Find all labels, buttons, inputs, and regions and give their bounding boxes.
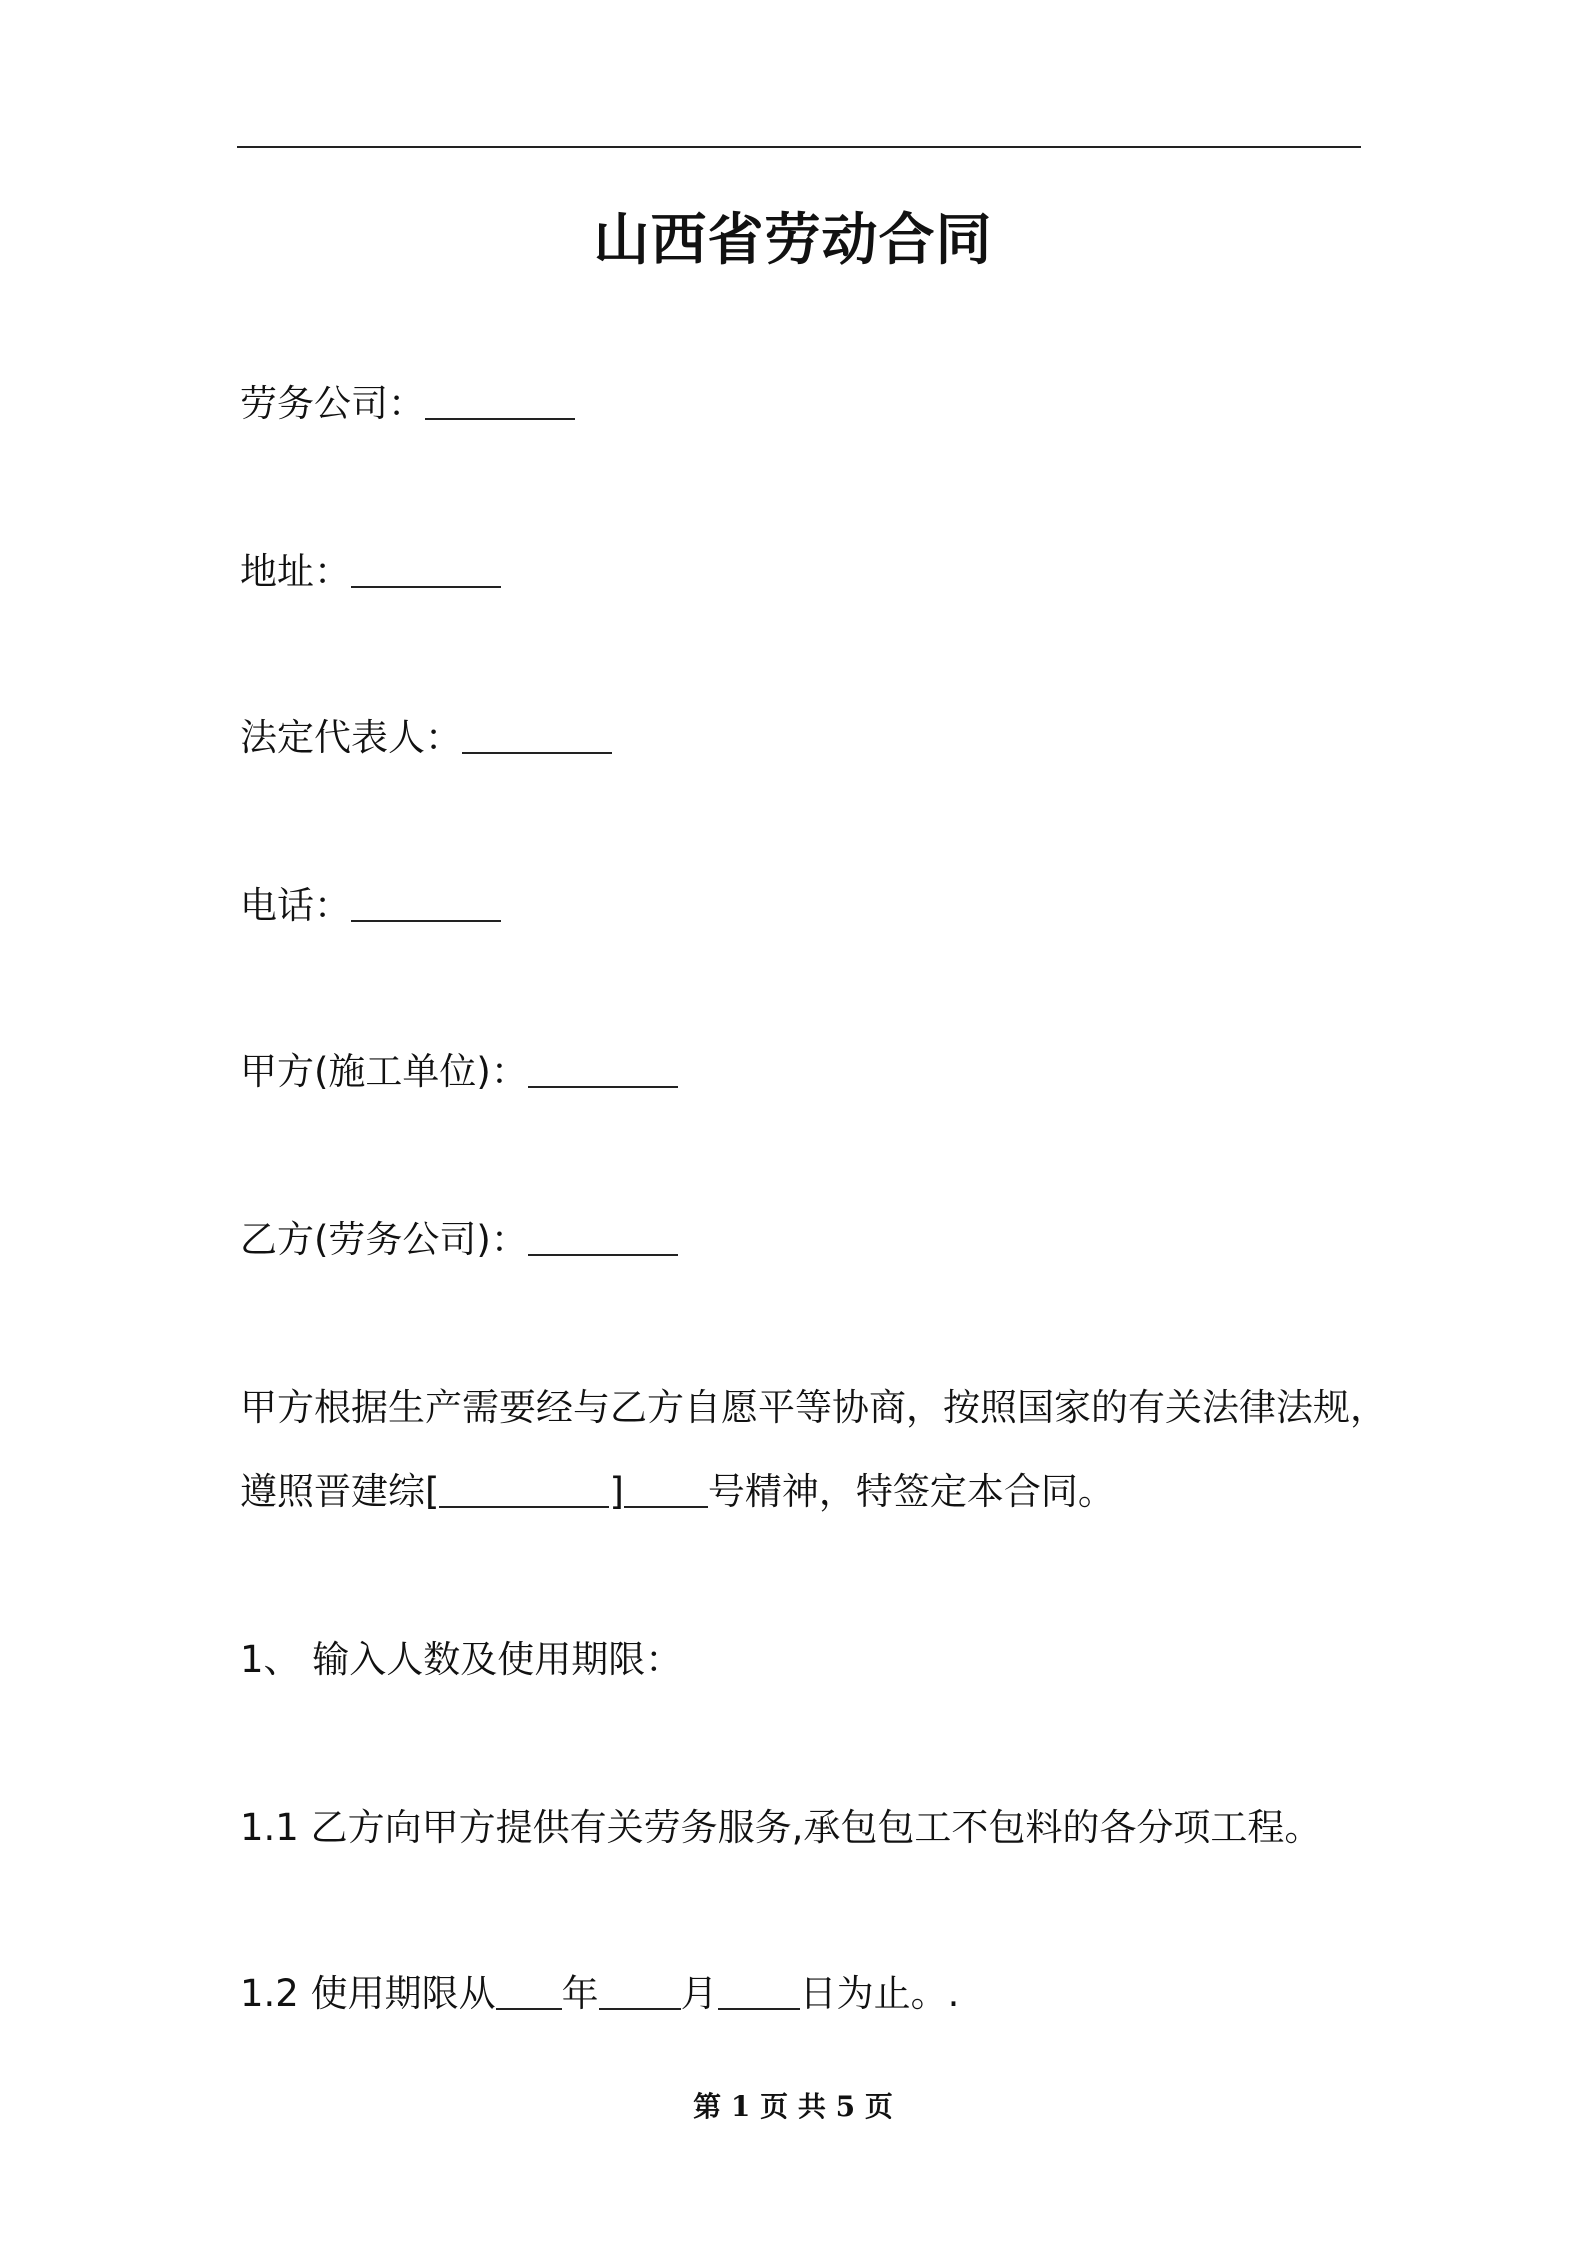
- field-legal-representative: [240, 708, 612, 768]
- fill-blank: [624, 1466, 708, 1508]
- page-footer: 第 1 页 共 5 页: [693, 2090, 893, 2123]
- preamble-line-2: [240, 1462, 1115, 1522]
- clause-text: 月: [680, 1972, 718, 2015]
- fill-blank: [462, 712, 612, 754]
- field-label: 地址：: [240, 550, 351, 593]
- field-label: 甲方(施工单位)：: [240, 1050, 528, 1093]
- fill-blank: [528, 1214, 678, 1256]
- clause-1-1: 1.1 乙方向甲方提供有关劳务服务,承包包工不包料的各分项工程。: [240, 1806, 1322, 1849]
- preamble-text: 号精神，特签定本合同。: [707, 1470, 1115, 1513]
- fill-blank: [351, 880, 501, 922]
- document-title: 山西省劳动合同: [593, 208, 993, 273]
- clause-text: 1.2 使用期限从: [240, 1972, 496, 2015]
- field-label: 劳务公司：: [240, 382, 425, 425]
- field-label: 电话：: [240, 884, 351, 927]
- header-rule: [237, 146, 1361, 148]
- fill-blank: [439, 1466, 609, 1508]
- fill-blank: [528, 1046, 678, 1088]
- field-party-b: [240, 1210, 678, 1270]
- clause-text: 年: [561, 1972, 599, 2015]
- preamble-line-1: 甲方根据生产需要经与乙方自愿平等协商，按照国家的有关法律法规，: [240, 1386, 1387, 1429]
- fill-blank: [599, 1968, 681, 2010]
- fill-blank: [496, 1968, 562, 2010]
- clause-1-2: [240, 1964, 959, 2024]
- fill-blank: [425, 378, 575, 420]
- section-1-heading: 1、 输入人数及使用期限：: [240, 1638, 683, 1681]
- field-address: [240, 542, 501, 602]
- field-labor-company: [240, 374, 575, 434]
- fill-blank: [351, 546, 501, 588]
- field-phone: [240, 876, 501, 936]
- fill-blank: [718, 1968, 800, 2010]
- preamble-text: ]: [609, 1470, 624, 1513]
- preamble-text: 遵照晋建综[: [240, 1470, 440, 1513]
- field-party-a: [240, 1042, 678, 1102]
- field-label: 乙方(劳务公司)：: [240, 1218, 528, 1261]
- field-label: 法定代表人：: [240, 716, 462, 759]
- clause-text: 日为止。.: [799, 1972, 960, 2015]
